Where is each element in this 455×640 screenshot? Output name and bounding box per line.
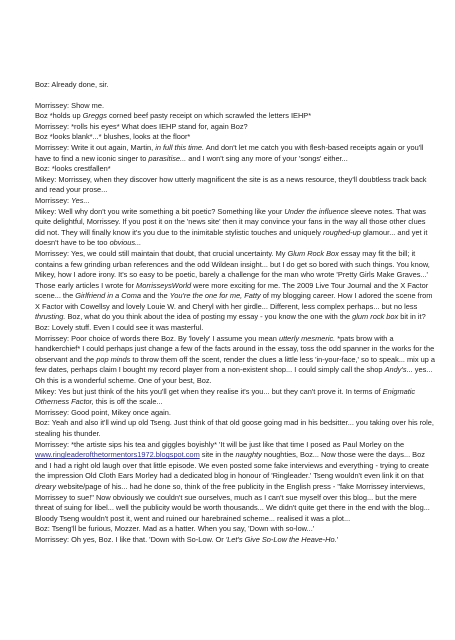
dialogue-line bbox=[35, 101, 435, 112]
dialogue-text bbox=[35, 80, 435, 546]
text-run: Andy's bbox=[384, 365, 407, 375]
text-run: Yes... bbox=[71, 195, 90, 205]
dialogue-line bbox=[35, 111, 435, 122]
text-run: this is off the scale... bbox=[93, 397, 163, 407]
dialogue-line bbox=[35, 323, 435, 334]
dialogue-line bbox=[35, 440, 435, 525]
dialogue-line bbox=[35, 196, 435, 207]
text-run: Mikey: Well why don't you write something a bit poetic? Something like your bbox=[35, 206, 285, 216]
text-run: Enigmatic Otherness Factor, bbox=[35, 386, 416, 407]
text-run: Mikey: Morrissey, when they discover how utterly magnificent the site is as a news resource, they'll doubtless track back and read your prose... bbox=[35, 174, 427, 195]
dialogue-line bbox=[35, 132, 435, 143]
text-run: essay may fit the bill; it contains a few grinding urban references and the odd Wildean insight... but I do get so bored with such things. You know, Mikey, how I adore irony. It's so easy to be poetic, barely a challenge for the man who wrote 'Pretty Girls Make Graves...' Those early articles I wrote for bbox=[35, 248, 430, 290]
text-run: and the bbox=[140, 291, 170, 301]
text-run: naughty bbox=[235, 450, 262, 460]
dialogue-line bbox=[35, 207, 435, 249]
dialogue-line bbox=[35, 334, 435, 387]
text-run: in full this time. bbox=[155, 142, 205, 152]
dialogue-line bbox=[35, 175, 435, 196]
dialogue-line bbox=[35, 122, 435, 133]
text-run: utterly mesmeric. bbox=[278, 333, 336, 343]
dialogue-line bbox=[35, 387, 435, 408]
text-run: Boz: *looks crestfallen* bbox=[35, 164, 111, 174]
text-run: MorrisseysWorld bbox=[136, 280, 192, 290]
text-run: Greggs bbox=[82, 111, 107, 121]
text-run: Girlfriend in a Coma bbox=[75, 291, 141, 301]
text-run: sleeve notes. That was quite delightful, Morrissey. If you post it on the 'news site' then it may convince your fans in the way all those other clues did not. They will finally know it's you due to the inimitable stylistic touches and uniquely bbox=[35, 206, 427, 237]
text-run: Morrissey: *the artiste sips his tea and giggles boyishly* 'It will be just like that time I posed as Paul Morley on the bbox=[35, 439, 405, 449]
text-run: Morrissey: *rolls his eyes* What does IEHP stand for, again Boz? bbox=[35, 121, 248, 131]
text-run: roughed-up bbox=[323, 227, 361, 237]
text-run: and I won't sing any more of your 'songs' either... bbox=[186, 153, 348, 163]
text-run: ... yes... Oh this is a wonderful scheme. One of your best, Boz. bbox=[35, 365, 433, 386]
dialogue-line bbox=[35, 408, 435, 419]
text-run: 'Let's Give So-Low the Heave-Ho. bbox=[225, 534, 337, 544]
text-run: Boz: Already done, sir. bbox=[35, 80, 109, 89]
text-run: Boz *looks blank*...* blushes, looks at the floor* bbox=[35, 132, 191, 142]
text-run: were more exciting for me. The 2009 Live Tour Journal and the X Factor scene... the bbox=[35, 280, 429, 301]
text-run: Morrissey: Oh yes, Boz. I like that. 'Down with So-Low. Or bbox=[35, 534, 226, 544]
text-run: Boz: Lovely stuff. Even I could see it was masterful. bbox=[35, 323, 204, 333]
text-run: Morrissey: Write it out again, Martin, bbox=[35, 142, 156, 152]
dialogue-line bbox=[35, 535, 435, 546]
text-run: glamour... and yet it doesn't have to be too bbox=[35, 227, 428, 248]
text-run: obvious... bbox=[109, 238, 142, 248]
text-run: Boz *holds up bbox=[35, 111, 83, 121]
text-run: site in the bbox=[199, 450, 236, 460]
dialogue-line bbox=[35, 249, 435, 323]
text-run: pop minds bbox=[96, 354, 131, 364]
text-run: thrusting. bbox=[35, 312, 66, 322]
dialogue-line bbox=[35, 164, 435, 175]
text-run: Boz: Tseng'll be furious, Mozzer. Mad as a hatter. When you say, 'Down with so-low...' bbox=[35, 524, 315, 534]
text-run: Morrissey: Good point, Mikey once again. bbox=[35, 407, 171, 417]
text-run: website/page of his... had he done so, think of the free publicity in the English press - "fake Morrissey interviews, Morrissey to sue!" Now obviously we couldn't sue ourselves, much as I can't sue myself over this blog... but the mere threat of suing for libel... well the publicity would be worth thousands... We didn't quite get there in the end with the blog... Bloody Tseng wouldn't post it, went and ruined our harebrained scheme... realised it was a plot... bbox=[35, 481, 430, 523]
text-run: Under the influence bbox=[284, 206, 349, 216]
dialogue-line bbox=[35, 80, 435, 91]
text-run: And don't let me catch you with flesh-based receipts again or you'll have to find a new iconic singer to bbox=[35, 142, 424, 163]
dialogue-line bbox=[35, 524, 435, 535]
text-run: Boz: Yeah and also it'll wind up old Tseng. Just think of that old goose going mad in his bedsitter... you taking over his role, stealing his thunder. bbox=[35, 418, 434, 438]
blog-url-link[interactable]: www.ringleaderofthetormentors1972.blogspot.com bbox=[35, 450, 200, 460]
text-run: ' bbox=[336, 534, 339, 544]
text-run: Boz, what do you think about the idea of posting my essay - you know the one with the bbox=[65, 312, 353, 322]
text-run: Morrissey: Show me. bbox=[35, 100, 104, 110]
text-run: Mikey: Yes but just think of the hits you'll get when they realise it's you... but they can't prove it. In terms of bbox=[35, 386, 383, 396]
text-run: bit in it? bbox=[398, 312, 426, 322]
text-run: Morrissey: Yes, we could still maintain that doubt, that crucial uncertainty. My bbox=[35, 248, 288, 258]
text-run: dreary bbox=[35, 481, 56, 491]
text-run: noughties, Boz... Now those were the days... Boz and I had a right old laugh over that little episode. We even posted some fake interviews and everything - trying to create the impression Old Cloth Ears Morley had a dedicated blog in honour of 'Ringleader.' Tseng wouldn't even link it on that bbox=[35, 450, 429, 481]
text-run: Morrissey: Poor choice of words there Boz. By 'lovely' I assume you mean bbox=[35, 333, 279, 343]
text-run: corned beef pasty receipt on which scrawled the letters IEHP* bbox=[106, 111, 312, 121]
text-run: Glum Rock Box bbox=[287, 248, 339, 258]
text-run: *pats brow with a handkerchief* I could perhaps just change a few of the facts around in the essay, toss the odd spanner in the works for the observant and the bbox=[35, 333, 435, 364]
dialogue-line bbox=[35, 143, 435, 164]
text-run: glum rock box bbox=[352, 312, 399, 322]
text-run: of my blogging career. How I adored the scene from X Factor with Cowellsy and lovely Louie W. and Cheryl with her girdle... Different, less complex perhaps... but no less bbox=[35, 291, 433, 311]
text-run: You're the one for me, Fatty bbox=[169, 291, 261, 301]
text-run: parasitise... bbox=[148, 153, 187, 163]
dialogue-line bbox=[35, 418, 435, 439]
text-run: Morrissey: bbox=[35, 195, 72, 205]
text-run: to throw them off the scent, render the clues a little less 'in-your-face,' so to speak... mix up a few dates, perhaps claim I bought my record player from a non-existent shop... I could simply call the shop bbox=[35, 354, 435, 375]
